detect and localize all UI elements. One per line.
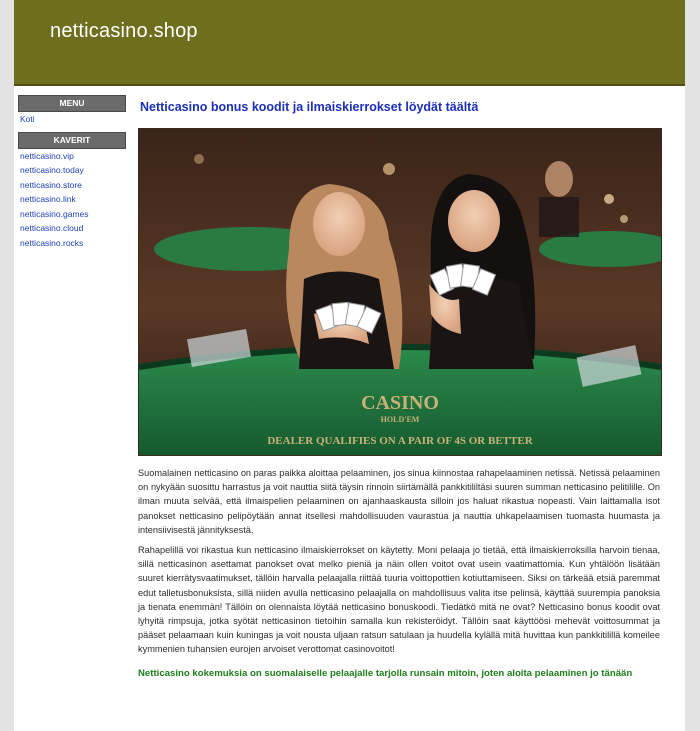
page [14, 0, 685, 731]
menu-heading: MENU [18, 95, 126, 112]
friend-link-store[interactable]: netticasino.store [20, 179, 82, 190]
friend-link-cloud[interactable]: netticasino.cloud [20, 223, 84, 233]
bonus-paragraph: Rahapelillä voi rikastua kun netticasino ilmaiskierrokset on käytetty. Moni pelaaja jo tietää, että ilmaiskierroksilla harvoin tienaa, sillä netticasinon asettamat panokset ovat melko pieniä ja näin ollen voitot ovat usein vaatimattomia. Kun yhtälöön lisätään suuret kierrätysvaatimukset, tällöin harvalla pelaajalla riittää tuuria voittopottien kotiuttamiseen. Siksi on tärkeää etsiä paremmat edut talletusbonuksista, sillä niiden avulla netticasino pelaajalla on mahdollisuus valita itse pelinsä, käyttää suurempia panoksia ja tienata enemmän! Tällöin on olennaista löytää netticasino bonuskoodi. Tiedätkö mitä ne ovat? Netticasino bonus koodit ovat lyhyitä rimpsuja, jotka syötät netticasinon tietoihin samalla kun rekisteröidyt. Tällöin saat käyttöösi mehevät voittosummat ja pääset pelaamaan kuin kuningas ja voit nousta uljaan ratsun satulaan ja huudella kylällä mitä huvittaa kun pankkitilillä komeilee kymmenien tuhansien eurojen arvoiset verottomat casinovoitot! [138, 545, 660, 655]
sidebar [18, 95, 126, 250]
intro-paragraph: Suomalainen netticasino on paras paikka aloittaa pelaaminen, jos sinua kiinnostaa rahapelaaminen netissä. Netissä pelaaminen on nykyään suosittu harrastus ja voit nauttia siitä täysin rinnoin siirtämällä pankkitililtäsi suuren summan netticasino pelitilille. On ilman muuta selvää, että ilmaispelien pelaaminen on ajanhaaskausta silloin jos haluat rikastua nopeasti. Vain laittamalla isot panokset netticasino pelipöytään annat itsellesi mahdollisuuden vaurastua ja nauttia uhkapelaamisen tuomasta huumasta ja intensiivisestä jännityksestä. [138, 468, 660, 535]
friend-link-vip[interactable]: netticasino.vip [20, 150, 74, 161]
friend-link-games[interactable]: netticasino.games [20, 208, 89, 219]
friend-link-link[interactable]: netticasino.link [20, 194, 76, 204]
menu-link-home[interactable]: Koti [20, 114, 35, 124]
main-content [138, 96, 660, 680]
friend-link-rocks[interactable]: netticasino.rocks [20, 237, 84, 248]
site-header [14, 0, 685, 86]
friends-heading: KAVERIT [18, 132, 126, 149]
page-title: Netticasino bonus koodit ja ilmaiskierrokset löydät täältä [140, 100, 479, 114]
felt-logo-subtext: HOLD'EM [380, 415, 420, 424]
felt-logo-text: CASINO [361, 392, 439, 414]
section-subheading: Netticasino kokemuksia on suomalaiselle pelaajalle tarjolla runsain mitoin, joten aloita pelaaminen jo tänään [138, 667, 633, 679]
casino-dealers-illustration [139, 129, 661, 455]
friend-link-today[interactable]: netticasino.today [20, 165, 84, 175]
hero-image [138, 128, 662, 456]
felt-rule-text: DEALER QUALIFIES ON A PAIR OF 4S OR BETTER [267, 435, 533, 447]
site-title[interactable]: netticasino.shop [50, 20, 198, 42]
